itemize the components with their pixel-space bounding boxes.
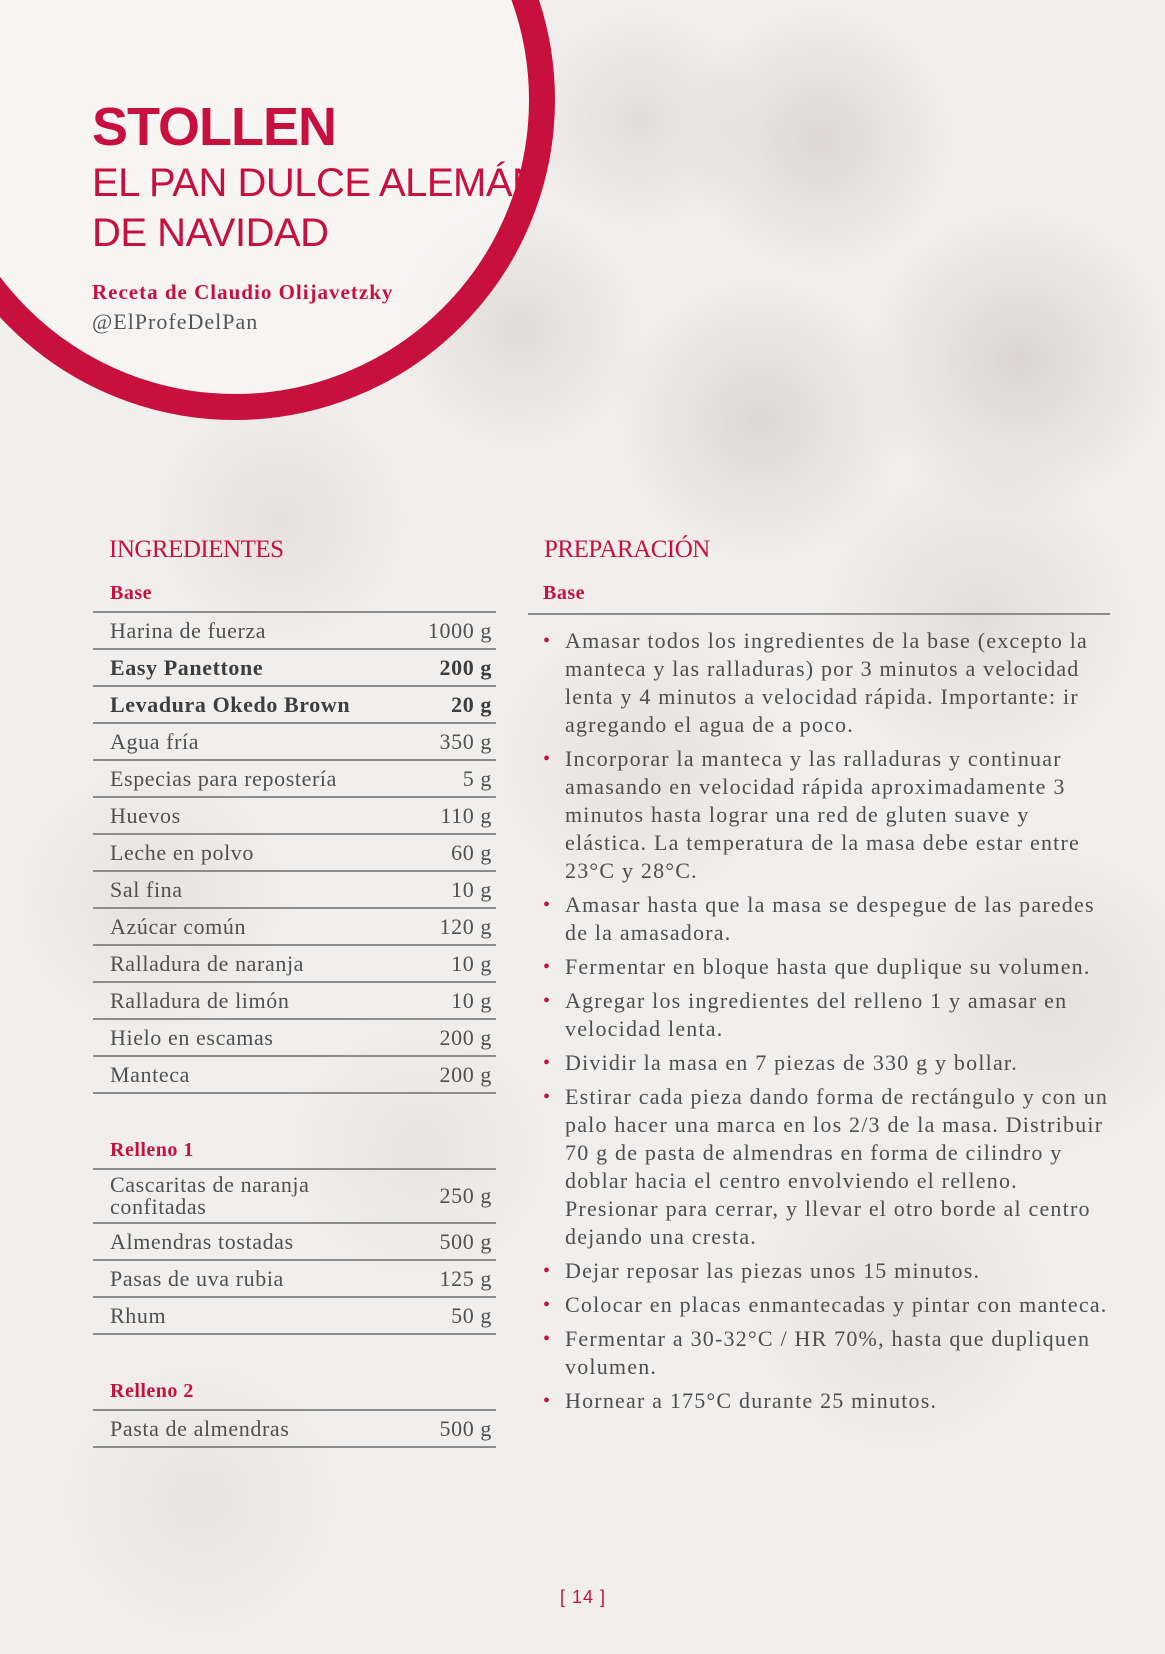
ingredient-qty: 500 g [439, 1415, 492, 1441]
bullet-icon: • [543, 748, 552, 770]
preparation-step [543, 1291, 1110, 1319]
step-text: Incorporar la manteca y las ralladuras y continuar amasando en velocidad rápida aproximadamente 3 minutos hasta lograr una red de gluten suave y elástica. La temperatura de la masa debe estar entre 23°C y 28°C. [565, 746, 1080, 883]
ingredient-qty: 200 g [439, 1024, 492, 1050]
bullet-icon: • [543, 1086, 552, 1108]
ingredient-name: Pasas de uva rubia [110, 1265, 284, 1291]
ingredient-qty: 110 g [440, 802, 492, 828]
step-text: Fermentar en bloque hasta que duplique su volumen. [565, 954, 1091, 979]
bullet-icon: • [543, 630, 552, 652]
preparation-step [543, 1387, 1110, 1415]
preparation-step [543, 987, 1110, 1043]
preparation-step [543, 627, 1110, 739]
ingredient-row [93, 1298, 496, 1335]
ingredient-qty: 1000 g [427, 617, 492, 643]
ingredient-qty: 125 g [439, 1265, 492, 1291]
ingredient-name-line1: Cascaritas de naranja [110, 1172, 310, 1197]
ingredient-qty: 20 g [451, 691, 492, 717]
ingredient-name: Leche en polvo [110, 839, 255, 865]
step-text: Amasar hasta que la masa se despegue de las paredes de la amasadora. [565, 892, 1095, 945]
ingredient-name: Almendras tostadas [110, 1228, 294, 1254]
preparation-group-title: Base [543, 582, 585, 604]
ingredient-name: Harina de fuerza [110, 617, 267, 643]
ingredient-name: Ralladura de naranja [110, 950, 305, 976]
preparation-step [543, 1083, 1110, 1251]
ingredient-qty: 120 g [439, 913, 492, 939]
ingredient-row [93, 1170, 496, 1224]
preparation-steps [528, 627, 1110, 1415]
preparation-step [543, 745, 1110, 885]
ingredients-heading: INGREDIENTES [109, 536, 284, 563]
ingredient-qty: 10 g [451, 987, 492, 1013]
ingredient-row [93, 1224, 496, 1261]
bullet-icon: • [543, 956, 552, 978]
bullet-icon: • [543, 1260, 552, 1282]
author-handle: @ElProfeDelPan [92, 309, 259, 334]
step-text: Dejar reposar las piezas unos 15 minutos. [565, 1258, 981, 1283]
preparation-step [543, 891, 1110, 947]
ingredient-qty: 50 g [451, 1302, 492, 1328]
preparation-step [543, 1325, 1110, 1381]
ingredient-name: Easy Panettone [110, 654, 264, 680]
relleno2-ingredients-table [93, 1409, 496, 1448]
preparation-step [543, 953, 1110, 981]
ingredient-name: Ralladura de limón [110, 987, 290, 1013]
ingredient-row [93, 1261, 496, 1298]
relleno1-ingredients-table [93, 1168, 496, 1335]
step-text: Agregar los ingredientes del relleno 1 y amasar en velocidad lenta. [565, 988, 1068, 1041]
bullet-icon: • [543, 1052, 552, 1074]
divider [528, 613, 1110, 615]
step-text: Estirar cada pieza dando forma de rectángulo y con un palo hacer una marca en los 2/3 de la masa. Distribuir 70 g de pasta de almendras en forma de cilindro y doblar hacia el centro envolviendo el relleno. Presionar para cerrar, y llevar el otro borde al centro dejando una cresta. [565, 1084, 1109, 1249]
relleno2-group-title: Relleno 2 [110, 1380, 194, 1402]
preparation-column [528, 536, 1110, 1421]
ingredient-row [93, 798, 496, 835]
ingredient-name: Huevos [110, 802, 181, 828]
ingredient-row [93, 909, 496, 946]
recipe-subtitle-line1: EL PAN DULCE ALEMÁN [92, 161, 541, 205]
ingredient-qty: 350 g [439, 728, 492, 754]
ingredient-qty: 10 g [451, 950, 492, 976]
ingredient-qty: 5 g [462, 765, 492, 791]
recipe-title: STOLLEN [92, 97, 337, 157]
recipe-author: Receta de Claudio Olijavetzky [92, 280, 394, 304]
ingredient-row [93, 613, 496, 650]
bullet-icon: • [543, 990, 552, 1012]
recipe-header [92, 96, 540, 335]
bullet-icon: • [543, 1294, 552, 1316]
step-text: Amasar todos los ingredientes de la base (excepto la manteca y las ralladuras) por 3 minutos a velocidad lenta y 4 minutos a velocidad rápida. Importante: ir agregando el agua de a poco. [565, 628, 1089, 737]
preparation-step [543, 1257, 1110, 1285]
ingredient-name: Especias para repostería [110, 765, 337, 791]
ingredient-qty: 200 g [439, 1061, 492, 1087]
step-text: Dividir la masa en 7 piezas de 330 g y bollar. [565, 1050, 1018, 1075]
page-number: [ 14 ] [560, 1587, 607, 1607]
ingredient-name: Azúcar común [110, 913, 247, 939]
bullet-icon: • [543, 1390, 552, 1412]
ingredient-row [93, 687, 496, 724]
recipe-subtitle-line2: DE NAVIDAD [92, 211, 329, 255]
preparation-heading: PREPARACIÓN [544, 536, 710, 563]
ingredient-qty: 60 g [451, 839, 492, 865]
ingredient-name [110, 1174, 440, 1218]
ingredient-row [93, 761, 496, 798]
step-text: Fermentar a 30-32°C / HR 70%, hasta que dupliquen volumen. [565, 1326, 1091, 1379]
relleno1-group-title: Relleno 1 [110, 1139, 194, 1161]
ingredient-name: Agua fría [110, 728, 200, 754]
ingredient-row [93, 835, 496, 872]
ingredient-row [93, 1057, 496, 1094]
bullet-icon: • [543, 1328, 552, 1350]
ingredient-row [93, 1020, 496, 1057]
ingredient-qty: 500 g [439, 1228, 492, 1254]
ingredient-qty: 200 g [439, 654, 492, 680]
ingredient-name-line2: confitadas [110, 1194, 207, 1219]
ingredient-name: Pasta de almendras [110, 1415, 290, 1441]
ingredient-name: Levadura Okedo Brown [110, 691, 351, 717]
ingredient-row [93, 1411, 496, 1448]
ingredients-column [93, 536, 496, 1448]
base-ingredients-table [93, 611, 496, 1094]
ingredient-name: Sal fina [110, 876, 183, 902]
step-text: Hornear a 175°C durante 25 minutos. [565, 1388, 938, 1413]
base-group-title: Base [110, 582, 152, 604]
ingredient-row [93, 650, 496, 687]
step-text: Colocar en placas enmantecadas y pintar con manteca. [565, 1292, 1108, 1317]
ingredient-row [93, 872, 496, 909]
ingredient-row [93, 724, 496, 761]
bullet-icon: • [543, 894, 552, 916]
ingredient-row [93, 983, 496, 1020]
preparation-step [543, 1049, 1110, 1077]
ingredient-qty: 10 g [451, 876, 492, 902]
ingredient-qty: 250 g [439, 1183, 492, 1208]
ingredient-row [93, 946, 496, 983]
ingredient-name: Rhum [110, 1302, 167, 1328]
ingredient-name: Hielo en escamas [110, 1024, 274, 1050]
ingredient-name: Manteca [110, 1061, 190, 1087]
